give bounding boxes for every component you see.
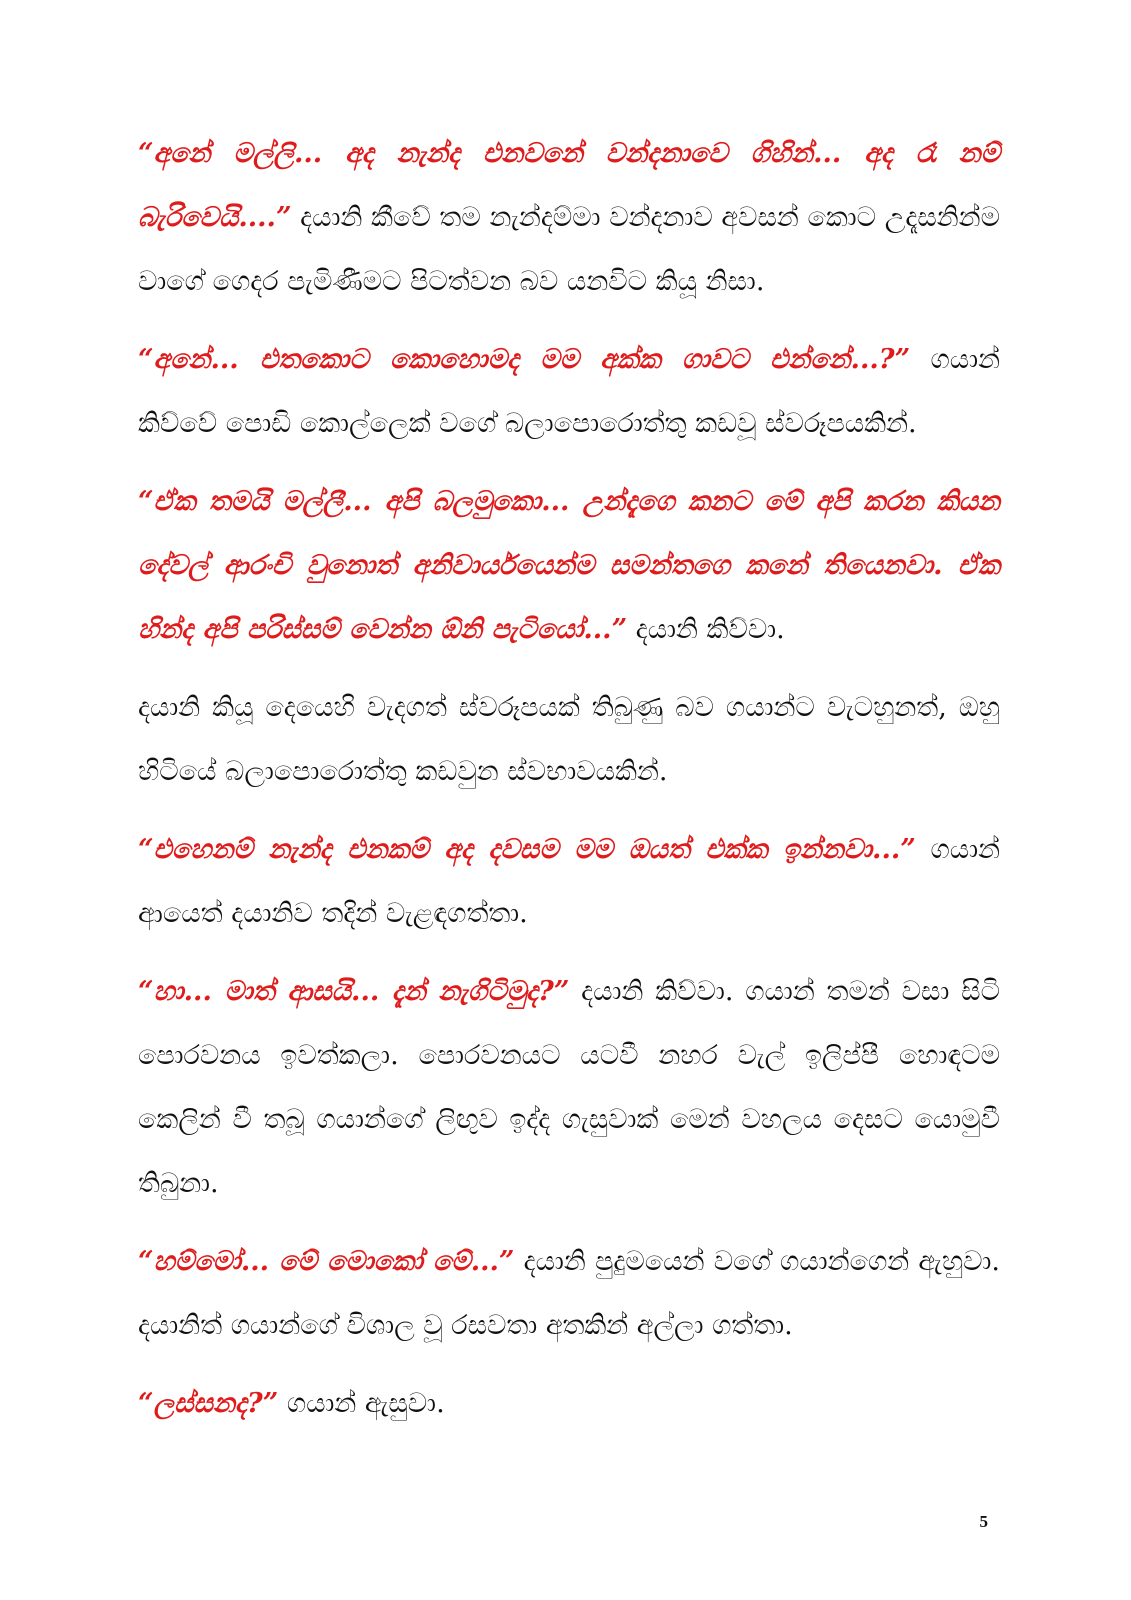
narration-text: දයානි කීවේ තම නැන්දම්මා වන්දනාව අවසන් කොට උදෑසනින්ම වාගේ ගෙදර පැමිණීමට පිටත්වන බව යනවිට කියූ නිසා. bbox=[138, 202, 1000, 297]
dialogue-quote: “අනේ මල්ලි... අද නැන්ද එනවනේ වන්දනාවෙ ගිහින්... අද රෑ නම් බැරිවෙයි....” bbox=[138, 138, 1000, 233]
narration-text: ගයාන් ඇසුවා. bbox=[278, 1388, 445, 1419]
paragraph bbox=[138, 676, 1000, 804]
paragraph bbox=[138, 470, 1000, 662]
dialogue-quote: “හම්මෝ... මේ මොකෝ මේ...” bbox=[138, 1246, 515, 1277]
narration-text: දයානි කියූ දෙයෙහි වැදගත් ස්වරූපයක් තිබුණු බව ගයාන්ට වැටහුනත්, ඔහු හිටියේ බලාපොරොත්තු කඩවුන ස්වභාවයකින්. bbox=[138, 692, 1000, 787]
paragraph bbox=[138, 960, 1000, 1216]
dialogue-quote: “ලස්සනද?” bbox=[138, 1388, 279, 1419]
paragraph bbox=[138, 818, 1000, 946]
page-number: 5 bbox=[979, 1512, 988, 1531]
dialogue-quote: “එහෙනම් නැන්ද එනකම් අද දවසම මම ඔයත් එක්ක ඉන්නවා...” bbox=[138, 834, 916, 865]
narration-text: දයානි කිව්වා. ගයාන් තමන් වසා සිටි පොරවනය ඉවත්කලා. පොරවනයට යටවී නහර වැල් ඉලිප්පී හොඳටම කෙලින් වී තබූ ගයාන්ගේ ලිඟුව ඉද්ද ගැසුවාක් මෙන් වහලය දෙසට යොමුවී තිබුනා. bbox=[138, 976, 1000, 1199]
paragraph bbox=[138, 328, 1000, 456]
dialogue-quote: “අනේ... එතකොට කොහොමද මම අක්ක ගාවට එන්නේ...?” bbox=[138, 344, 911, 375]
dialogue-quote: “හා... මාත් ආසයි... දැන් නැගිටිමුද?” bbox=[138, 976, 570, 1007]
narration-text: දයානි කිව්වා. bbox=[627, 614, 785, 645]
narration-text: ගයාන් කිව්වේ පොඩි කොල්ලෙක් වගේ බලාපොරොත්තු කඩවූ ස්වරූපයකින්. bbox=[138, 344, 1001, 439]
narration-text: දයානි පුදුමයෙන් වගේ ගයාන්ගෙන් ඇහුවා. දයානිත් ගයාන්ගේ විශාල වූ රසවතා අතකින් අල්ලා ගත්තා. bbox=[138, 1246, 1000, 1341]
paragraph bbox=[138, 1230, 1000, 1358]
paragraph bbox=[138, 1372, 1000, 1436]
dialogue-quote: “ඒක තමයි මල්ලී... අපි බලමුකො... උන්දැගෙ කනට මේ අපි කරන කියන දේවල් ආරංචි වුනොත් අනිවාර්යයෙන්ම සමන්තගෙ කනේ තියෙනවා. ඒක හින්ද අපි පරිස්සම් වෙන්න ඕනි පැටියෝ...” bbox=[138, 486, 1000, 645]
document-body bbox=[138, 122, 1000, 1450]
narration-text: ගයාන් ආයෙත් දයානිව තදින් වැළඳගත්තා. bbox=[138, 834, 1001, 929]
paragraph bbox=[138, 122, 1000, 314]
